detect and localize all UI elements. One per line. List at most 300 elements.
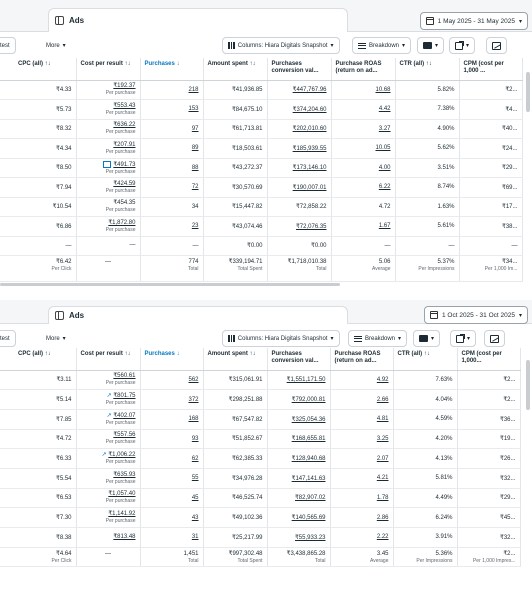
cell-purchases[interactable] [140,217,203,237]
table-row[interactable] [0,449,520,469]
cost-per-result-value[interactable]: ₹192.37 [113,83,136,90]
table-row[interactable] [0,488,520,508]
cell-ctr-value: 4.04% [435,396,453,403]
cell-purchases-value[interactable]: 168 [188,416,199,423]
cell-cost-per-result[interactable] [76,158,140,178]
cell-conversion-value[interactable] [267,139,331,159]
cell-roas[interactable] [330,409,393,429]
breakdown-button[interactable] [348,330,407,347]
cell-ctr [393,468,457,488]
cell-roas-value[interactable]: 3.25 [376,435,389,442]
table-row[interactable] [0,409,520,429]
cell-cpm-value: ₹38... [502,223,518,230]
cell-roas-value[interactable]: 3.27 [378,125,391,132]
total-conv-value: ₹1,718,010.38 [287,259,327,265]
trend-up-icon: ↗ [106,393,114,400]
cell-roas[interactable] [330,390,393,410]
ads-table [0,348,521,567]
cell-conversion-value-value[interactable]: ₹147,141.63 [291,475,326,482]
cell-cpc [0,488,76,508]
table-row[interactable] [0,197,522,217]
cell-cpm-value: — [511,242,518,249]
cell-purchases[interactable] [140,119,203,139]
breakdown-icon [354,336,362,342]
cell-cpc [0,409,76,429]
cell-purchases-value[interactable]: 88 [191,164,199,171]
table-row[interactable] [0,217,522,237]
cell-cpm [459,80,522,100]
cell-purchases-value[interactable]: 45 [191,494,199,501]
cost-per-result-caption: Per purchase [105,498,136,505]
cell-amount-spent [203,488,267,508]
cost-per-result-value[interactable]: ₹560.61 [113,373,136,380]
cell-purchases-value[interactable]: 93 [191,435,199,442]
cell-roas-value[interactable]: 1.78 [376,494,389,501]
cell-roas[interactable] [331,100,395,120]
cell-amount-spent [203,390,267,410]
cell-cost-per-result[interactable] [76,409,140,429]
horizontal-scrollbar[interactable] [0,283,340,286]
chart-icon [490,335,499,343]
reports-button[interactable] [413,330,440,347]
cell-cpm-value: ₹19... [500,436,516,443]
cell-roas[interactable] [330,488,393,508]
cell-purchases-value[interactable]: 43 [191,514,199,521]
cell-conversion-value[interactable] [267,508,330,528]
cell-cpm-value: ₹24... [502,145,518,152]
table-row[interactable] [0,370,520,390]
more-label: More [46,42,60,49]
total-ctr [395,256,459,282]
cost-per-result-value[interactable]: ₹1,006.22 [108,452,136,459]
cell-ctr-value: 1.63% [437,203,455,210]
cell-cpm-value: ₹40... [502,126,518,133]
cell-purchases[interactable] [140,468,203,488]
chart-button[interactable] [486,37,507,54]
cell-purchases [140,236,203,256]
cell-roas[interactable] [331,80,395,100]
cell-cpm [457,449,520,469]
date-range-picker[interactable] [420,12,528,30]
cell-roas-value[interactable]: 4.00 [378,164,391,171]
total-purchases-value: 1,451 [183,550,199,557]
cell-cpc-value: ₹8.38 [56,534,72,541]
cell-conversion-value[interactable] [267,158,331,178]
cell-ctr [393,409,457,429]
columns-button[interactable] [222,37,340,54]
cost-per-result-value[interactable]: ₹207.91 [113,141,136,148]
cell-conversion-value-value[interactable]: ₹168,655.81 [291,436,326,443]
cell-roas[interactable] [331,139,395,159]
cell-cpm-value: ₹45... [500,515,516,522]
export-button[interactable] [449,37,475,54]
cell-purchases[interactable] [140,528,203,548]
totals-row [0,256,522,282]
cell-cost-per-result[interactable] [76,449,140,469]
cell-purchases[interactable] [140,80,203,100]
table-row[interactable] [0,80,522,100]
header-roas[interactable]: Purchase ROAS (return on ad... [330,348,393,370]
table-row[interactable] [0,139,522,159]
cell-purchases [140,197,203,217]
table-row[interactable] [0,528,520,548]
more-label: More [46,335,60,342]
cell-roas[interactable] [330,528,393,548]
header-cpc[interactable]: CPC (all) ↑↓ [0,58,76,80]
tab-ads[interactable] [48,8,348,32]
cell-cpm-value: ₹2... [503,377,516,384]
total-cpr-value: — [105,550,111,557]
cell-roas[interactable] [330,508,393,528]
total-conv-caption: Total [314,557,326,564]
cell-purchases[interactable] [140,429,203,449]
chart-icon [492,42,501,50]
header-conversion-value[interactable]: Purchases conversion val... [267,348,330,370]
cell-cost-per-result[interactable] [76,429,140,449]
tab-bar [0,300,532,324]
cell-amount-spent-value: ₹84,675.10 [231,106,263,113]
cell-roas-value[interactable]: 4.81 [376,416,389,423]
cell-purchases-value[interactable]: 562 [188,376,199,383]
cell-amount-spent [203,508,267,528]
breakdown-button[interactable] [352,37,411,54]
cell-cpc-value: ₹8.32 [56,126,72,133]
cell-conversion-value-value[interactable]: ₹374,204.60 [292,106,327,113]
trend-up-icon: ↗ [106,412,114,419]
cell-ctr-value: 4.20% [435,435,453,442]
cell-purchases[interactable] [140,139,203,159]
cell-amount-spent-value: ₹25,217.99 [231,534,263,541]
cell-cost-per-result[interactable] [76,528,140,548]
cell-cost-per-result[interactable] [76,390,140,410]
cell-conversion-value-value[interactable]: ₹55,933.23 [294,534,326,541]
cell-purchases[interactable] [140,178,203,198]
total-spent [203,256,267,282]
header-cpm[interactable]: CPM (cost per 1,000... [457,348,520,370]
total-cpm-value: ₹34... [502,259,518,265]
cell-conversion-value-value[interactable]: ₹140,565.69 [291,515,326,522]
more-button[interactable] [46,330,66,347]
cost-per-result-caption: Per purchase [105,439,136,446]
vertical-scrollbar[interactable] [526,360,530,410]
cell-ctr-value: 4.49% [435,494,453,501]
ads-table [0,58,523,282]
chart-overlay-icon[interactable] [103,161,111,168]
export-button[interactable] [450,330,476,347]
cell-cost-per-result[interactable] [76,178,140,198]
cell-roas-value[interactable]: 2.86 [376,514,389,521]
cell-ctr [393,508,457,528]
cell-purchases[interactable] [140,409,203,429]
cell-conversion-value-value[interactable]: ₹185,939.55 [292,145,327,152]
cell-roas-value[interactable]: 4.42 [378,106,391,113]
total-cpr-value: — [105,259,111,265]
cell-roas[interactable] [331,158,395,178]
cell-cpm-value: ₹2... [503,397,516,404]
cell-purchases-value[interactable]: 72 [191,184,199,191]
cell-cpm-value: ₹2... [505,87,518,94]
cost-per-result-caption: Per purchase [105,478,136,485]
header-cost-per-result[interactable]: Cost per result ↑↓ [76,348,140,370]
cost-per-result-value[interactable]: ₹491.73 [113,161,136,168]
cell-purchases[interactable] [140,488,203,508]
cell-conversion-value[interactable] [267,488,330,508]
date-range-picker[interactable] [424,306,528,324]
cell-purchases-value[interactable]: 62 [191,455,199,462]
total-roas-value: 3.45 [376,550,389,557]
cell-ctr [395,236,459,256]
cell-conversion-value-value[interactable]: ₹173,146.10 [292,165,327,172]
cell-conversion-value-value[interactable]: ₹1,551,171.50 [286,377,326,384]
cell-ctr [393,390,457,410]
cell-roas-value[interactable]: 1.67 [378,223,391,230]
header-conversion-value[interactable]: Purchases conversion val... [267,58,331,80]
cell-amount-spent [203,449,267,469]
cell-roas[interactable] [330,449,393,469]
cell-amount-spent-value: ₹315,061.91 [228,377,263,384]
test-button[interactable] [0,330,16,347]
table-row[interactable] [0,236,522,256]
breakdown-icon [358,43,366,49]
cost-per-result-value[interactable]: ₹1,057.40 [108,491,136,498]
cost-per-result-value[interactable]: ₹636.22 [113,122,136,129]
cost-per-result-value[interactable]: ₹813.48 [113,533,136,540]
export-icon [455,42,463,50]
cell-purchases[interactable] [140,508,203,528]
table-row[interactable] [0,390,520,410]
cell-conversion-value-value[interactable]: ₹202,010.60 [292,126,327,133]
cell-purchases[interactable] [140,390,203,410]
breakdown-label: Breakdown [369,42,400,49]
cell-cost-per-result[interactable] [76,139,140,159]
cell-cpm-value: ₹29... [500,495,516,502]
cell-purchases[interactable] [140,449,203,469]
cell-conversion-value-value[interactable]: ₹325,054.36 [291,416,326,423]
table-row[interactable] [0,178,522,198]
cost-per-result-value[interactable]: ₹635.93 [113,471,136,478]
cell-cpc-value: ₹4.72 [56,436,72,443]
header-ctr[interactable]: CTR (all) ↑↓ [395,58,459,80]
cell-roas[interactable] [331,217,395,237]
total-conv-value: ₹3,438,865.28 [286,550,326,557]
cell-roas[interactable] [330,370,393,390]
cell-conversion-value-value[interactable]: ₹128,940.68 [291,456,326,463]
header-amount-spent[interactable]: Amount spent ↑↓ [203,348,267,370]
cell-ctr-value: 3.91% [435,534,453,541]
total-ctr-caption: Per Impressions [418,266,455,272]
cell-cpm-value: ₹36... [500,416,516,423]
cost-per-result-value[interactable]: ₹801.75 [113,393,136,400]
table-row[interactable] [0,158,522,178]
tab-label: Ads [69,311,85,320]
cell-amount-spent-value: ₹51,852.67 [231,436,263,443]
cell-roas-value[interactable]: 10.05 [375,145,391,152]
cost-per-result-value[interactable]: ₹1,872.80 [108,219,136,226]
cell-purchases[interactable] [140,100,203,120]
table-header-row [0,348,520,370]
cell-conversion-value[interactable] [267,449,330,469]
cell-cpm [459,178,522,198]
cost-per-result-value[interactable]: ₹424.59 [113,180,136,187]
cell-roas[interactable] [331,119,395,139]
cell-amount-spent [203,197,267,217]
header-purchases[interactable]: Purchases ↓ [140,348,203,370]
cost-per-result-value[interactable]: ₹1,141.92 [108,511,136,518]
total-conv-caption: Total [315,266,327,272]
cell-conversion-value[interactable] [267,468,330,488]
cell-conversion-value[interactable] [267,80,331,100]
cost-per-result-caption: Per purchase [105,109,136,116]
header-cost-per-result[interactable]: Cost per result ↑↓ [76,58,140,80]
cell-cost-per-result[interactable] [76,119,140,139]
columns-icon [228,42,235,49]
more-button[interactable] [46,37,66,54]
table-row[interactable] [0,468,520,488]
reports-icon [423,42,432,49]
cell-purchases[interactable] [140,158,203,178]
columns-label: Columns: Hiara Digitals Snapshot [237,42,328,49]
cell-conversion-value[interactable] [267,429,330,449]
total-roas-caption: Average [371,266,391,272]
cell-purchases-value[interactable]: 89 [191,145,199,152]
cell-purchases-value[interactable]: 372 [188,396,199,403]
cell-cpm [459,139,522,159]
cell-roas[interactable] [330,429,393,449]
cell-purchases-value[interactable]: 97 [191,125,199,132]
cell-conversion-value[interactable] [267,217,331,237]
header-cpc[interactable]: CPC (all) ↑↓ [0,348,76,370]
cell-cost-per-result[interactable] [76,80,140,100]
total-cpc-caption: Per Click [51,557,72,564]
cell-conversion-value-value: ₹72,858.22 [295,204,327,211]
cell-conversion-value[interactable] [267,100,331,120]
cell-conversion-value[interactable] [267,409,330,429]
header-ctr[interactable]: CTR (all) ↑↓ [393,348,457,370]
total-cpc [0,256,76,282]
cell-amount-spent [203,217,267,237]
cell-purchases-value[interactable]: 31 [191,534,199,541]
cost-per-result-value[interactable]: ₹557.56 [113,432,136,439]
cell-cpc [0,468,76,488]
cell-cost-per-result[interactable] [76,217,140,237]
table-row[interactable] [0,429,520,449]
cell-ctr-value: 8.74% [437,184,455,191]
header-purchases[interactable]: Purchases ↓ [140,58,203,80]
cell-conversion-value[interactable] [267,178,331,198]
cell-purchases[interactable] [140,370,203,390]
cell-cost-per-result[interactable] [76,488,140,508]
cell-amount-spent-value: ₹0.00 [247,243,263,250]
tab-label: Ads [69,16,85,25]
columns-button[interactable] [222,330,340,347]
cell-conversion-value-value[interactable]: ₹792,000.81 [291,397,326,404]
cell-purchases-value[interactable]: 23 [191,223,199,230]
cost-per-result-caption: Per purchase [105,518,136,525]
cost-per-result-value[interactable]: ₹402.07 [113,412,136,419]
cell-ctr [393,449,457,469]
cost-per-result-caption: Per purchase [105,207,136,214]
cell-roas[interactable] [331,178,395,198]
cell-amount-spent-value: ₹46,525.74 [231,495,263,502]
cell-conversion-value-value[interactable]: ₹82,907.02 [294,495,326,502]
cell-conversion-value[interactable] [267,119,331,139]
cell-conversion-value[interactable] [267,528,330,548]
chevron-down-icon: ▾ [62,43,66,49]
cost-per-result-value[interactable]: ₹553.43 [113,102,136,109]
chevron-down-icon: ▾ [467,336,471,342]
cell-cost-per-result[interactable] [76,508,140,528]
cell-roas-value[interactable]: 4.21 [376,475,389,482]
calendar-icon [426,17,434,25]
cell-conversion-value-value[interactable]: ₹190,007.01 [292,184,327,191]
cell-roas-value[interactable]: 2.07 [376,455,389,462]
table-row[interactable] [0,508,520,528]
cell-amount-spent-value: ₹41,936.85 [231,87,263,94]
cell-purchases-value: — [192,242,199,249]
tab-ads[interactable] [48,306,348,324]
reports-button[interactable] [417,37,444,54]
cell-roas-value[interactable]: 2.22 [376,534,389,541]
cell-amount-spent [203,528,267,548]
chevron-down-icon: ▾ [518,18,522,25]
cell-cpm [459,197,522,217]
cell-roas-value[interactable]: 6.22 [378,184,391,191]
cell-conversion-value-value[interactable]: ₹72,076.35 [295,223,327,230]
cell-ctr [395,178,459,198]
cell-conversion-value-value[interactable]: ₹447,767.96 [292,87,327,94]
cell-cost-per-result[interactable] [76,468,140,488]
header-roas[interactable]: Purchase ROAS (return on ad... [331,58,395,80]
cell-cost-per-result[interactable] [76,370,140,390]
cell-ctr [395,80,459,100]
table-row[interactable] [0,100,522,120]
cell-amount-spent [203,119,267,139]
cell-roas[interactable] [330,468,393,488]
cell-roas-value[interactable]: 4.92 [376,376,389,383]
header-amount-spent[interactable]: Amount spent ↑↓ [203,58,267,80]
cell-amount-spent-value: ₹43,074.46 [231,223,263,230]
header-cpm[interactable]: CPM (cost per 1,000 ... [459,58,522,80]
cell-conversion-value[interactable] [267,390,330,410]
table-row[interactable] [0,119,522,139]
cell-cpm [457,429,520,449]
chart-button[interactable] [484,330,505,347]
cell-conversion-value[interactable] [267,370,330,390]
cell-cost-per-result[interactable] [76,100,140,120]
cell-purchases-value[interactable]: 55 [191,475,199,482]
trend-up-icon: ↗ [101,452,109,459]
table-header-row [0,58,522,80]
test-button[interactable] [0,37,16,54]
cell-ctr-value: 5.81% [435,475,453,482]
cell-roas-value[interactable]: 2.66 [376,396,389,403]
total-cpr [76,256,140,282]
cost-per-result-caption: Per purchase [105,400,136,407]
cell-purchases-value[interactable]: 218 [188,86,199,93]
total-cpc-value: ₹4.64 [56,550,72,557]
total-cpc-value: ₹6.42 [56,259,72,265]
cell-cpm-value: ₹32... [500,534,516,541]
cell-roas-value[interactable]: 10.68 [375,86,391,93]
cell-cpm [457,488,520,508]
cell-amount-spent-value: ₹62,385.33 [231,456,263,463]
cell-purchases-value[interactable]: 153 [188,106,199,113]
vertical-scrollbar[interactable] [526,72,530,112]
cost-per-result-caption: Per purchase [105,380,136,387]
cell-amount-spent-value: ₹30,570.69 [231,184,263,191]
cell-purchases-value: 34 [191,203,199,210]
cell-ctr [395,139,459,159]
